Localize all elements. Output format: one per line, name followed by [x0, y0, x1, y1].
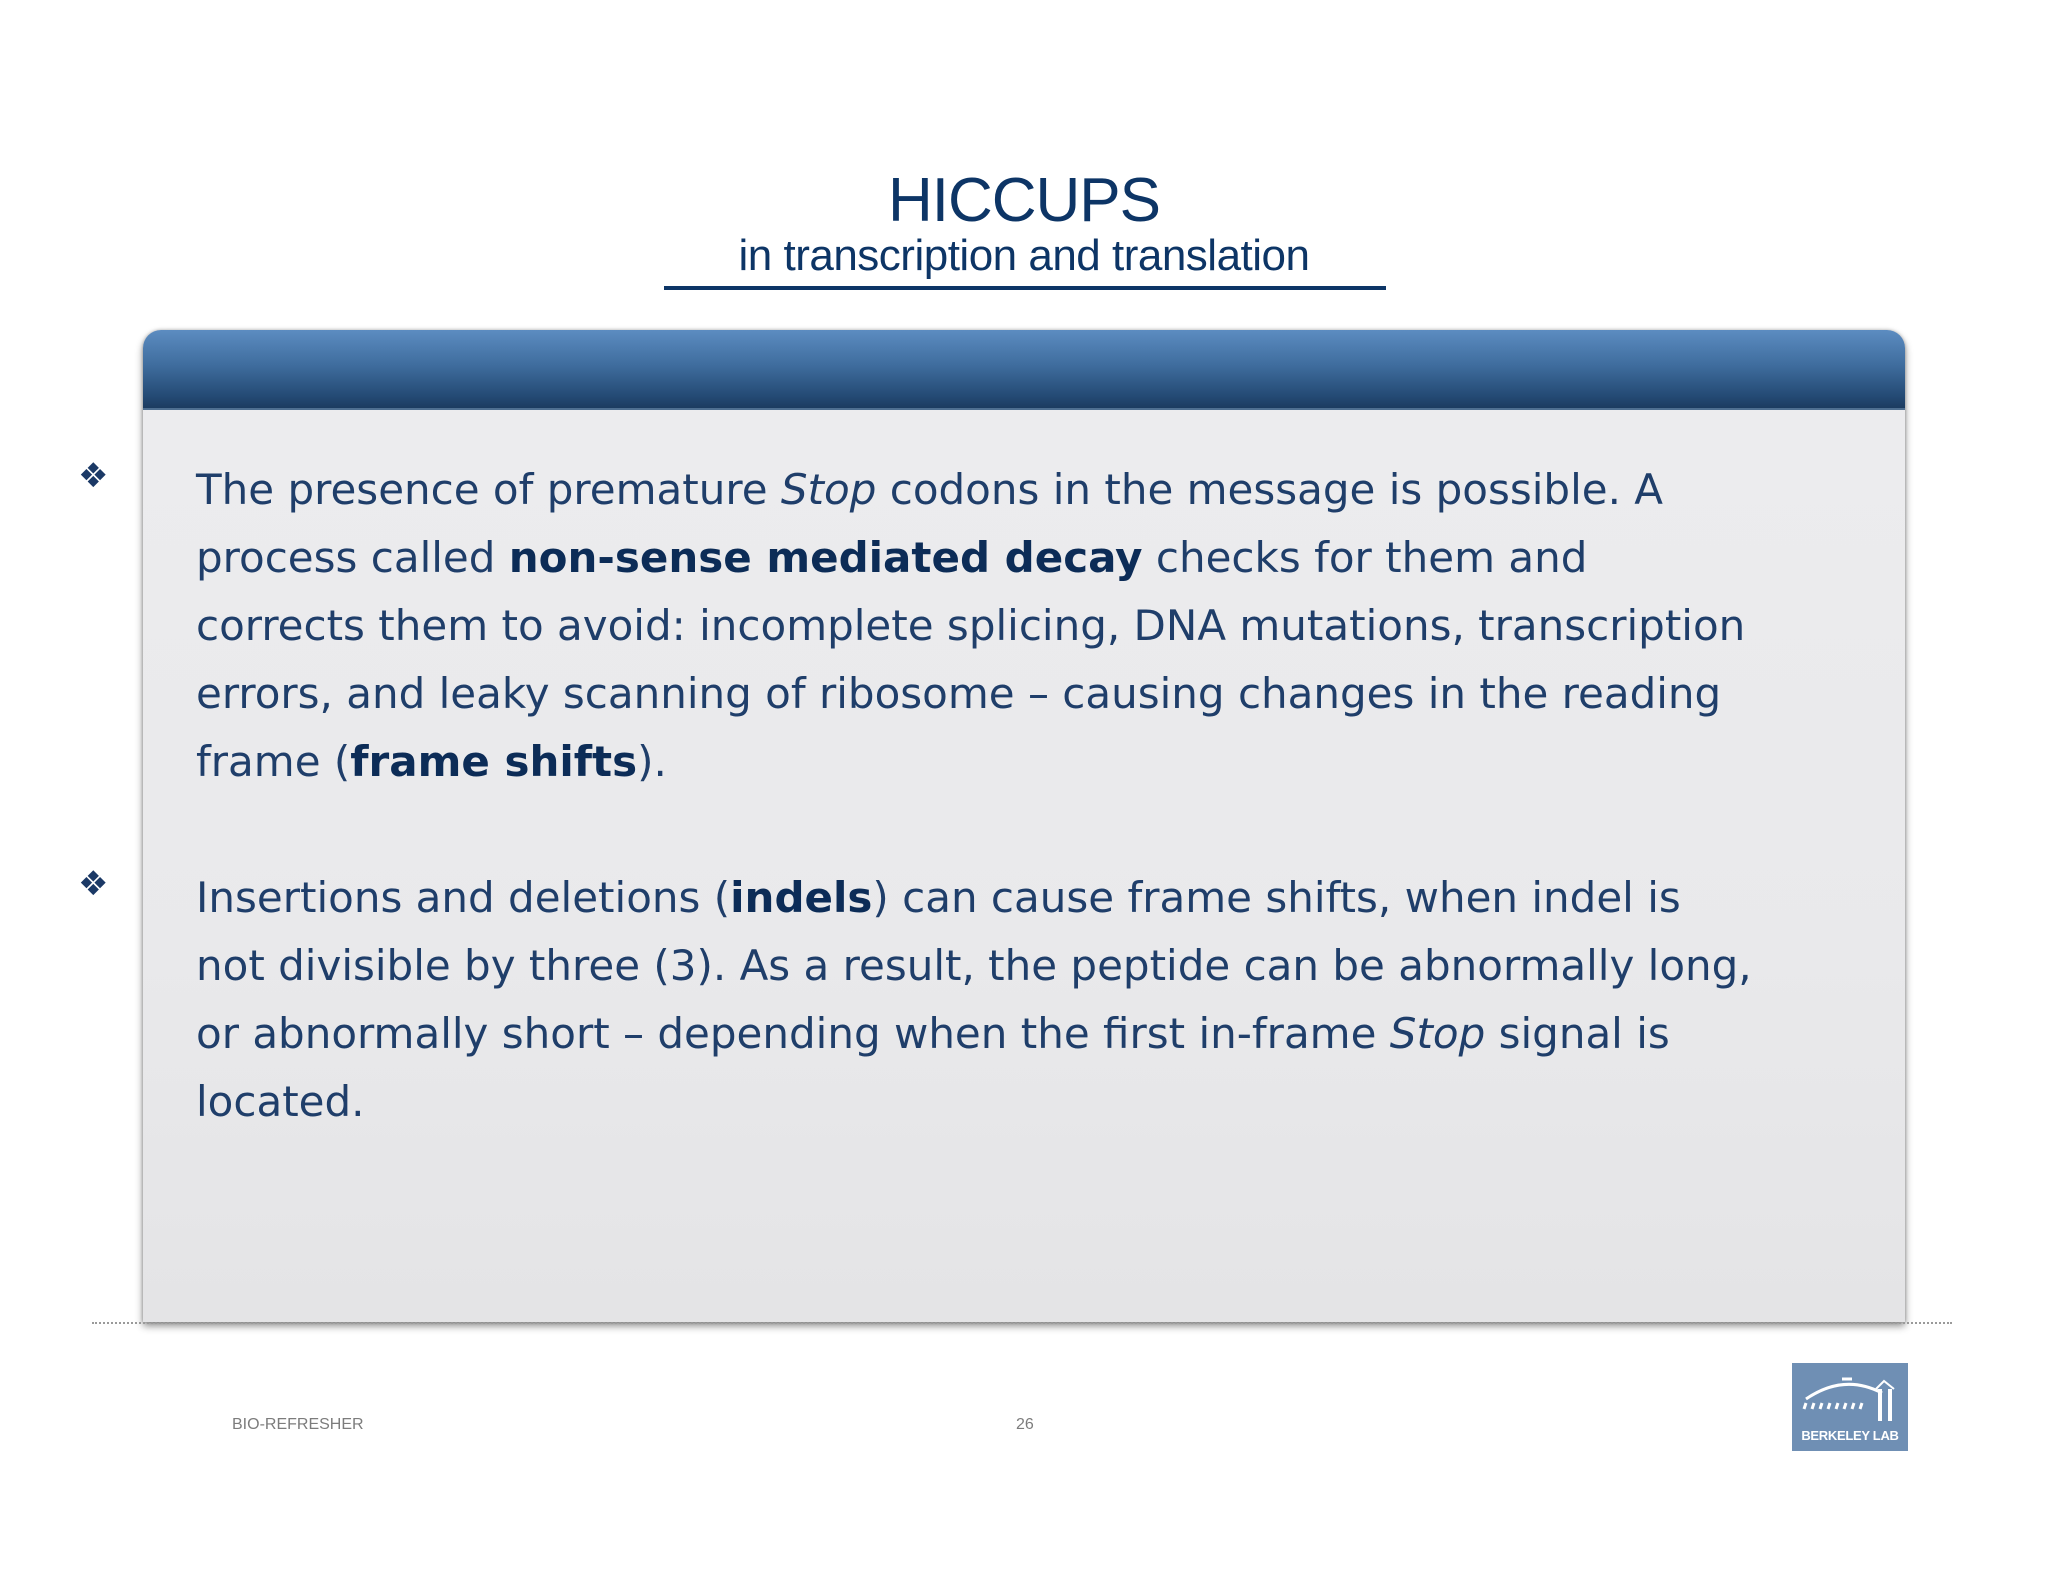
bullet-text-segment: Stop: [1389, 1009, 1486, 1058]
footer-course-label: BIO-REFRESHER: [232, 1416, 364, 1433]
bullet-text-segment: Stop: [780, 465, 877, 514]
bullet-text-segment: The presence of premature: [196, 465, 781, 514]
page-number: 26: [1016, 1416, 1034, 1433]
bullet-text-segment: checks for them and corrects them to avoid: incomplete splicing, DNA mutations, transcription errors, and leaky scanning of ribosome – causing changes in the reading frame (: [196, 533, 1746, 786]
slide-subtitle: in transcription and translation: [738, 231, 1310, 280]
bullet-text-segment: ) can cause frame shifts, when indel is not divisible by three (3). As a result, the peptide can be abnormally long, or abnormally short – depending when the first in-frame: [196, 873, 1752, 1058]
bullet-text-segment: non-sense mediated decay: [508, 533, 1143, 582]
bullet-text-segment: signal is located.: [196, 1009, 1670, 1126]
bullet-diamond-icon: ❖: [78, 864, 109, 904]
slide-title: HICCUPS: [887, 166, 1161, 235]
bullet-diamond-icon: ❖: [78, 456, 109, 496]
bullet-item: [196, 456, 1756, 796]
footer-divider: [92, 1322, 1952, 1324]
bullet-text-segment: indels: [730, 873, 873, 922]
panel-header-bar: [143, 330, 1905, 410]
bullet-text-segment: Insertions and deletions (: [196, 873, 731, 922]
bullet-text-segment: frame shifts: [350, 737, 638, 786]
slide-title-block: [0, 168, 2048, 280]
title-underline: [664, 286, 1386, 290]
logo-text: BERKELEY LAB: [1801, 1428, 1899, 1443]
bullet-text-segment: ).: [637, 737, 667, 786]
berkeley-lab-logo-icon: [1792, 1363, 1908, 1451]
bullet-item: [196, 864, 1756, 1136]
bullet-text-segment: codons in the message is possible. A process called: [196, 465, 1664, 582]
